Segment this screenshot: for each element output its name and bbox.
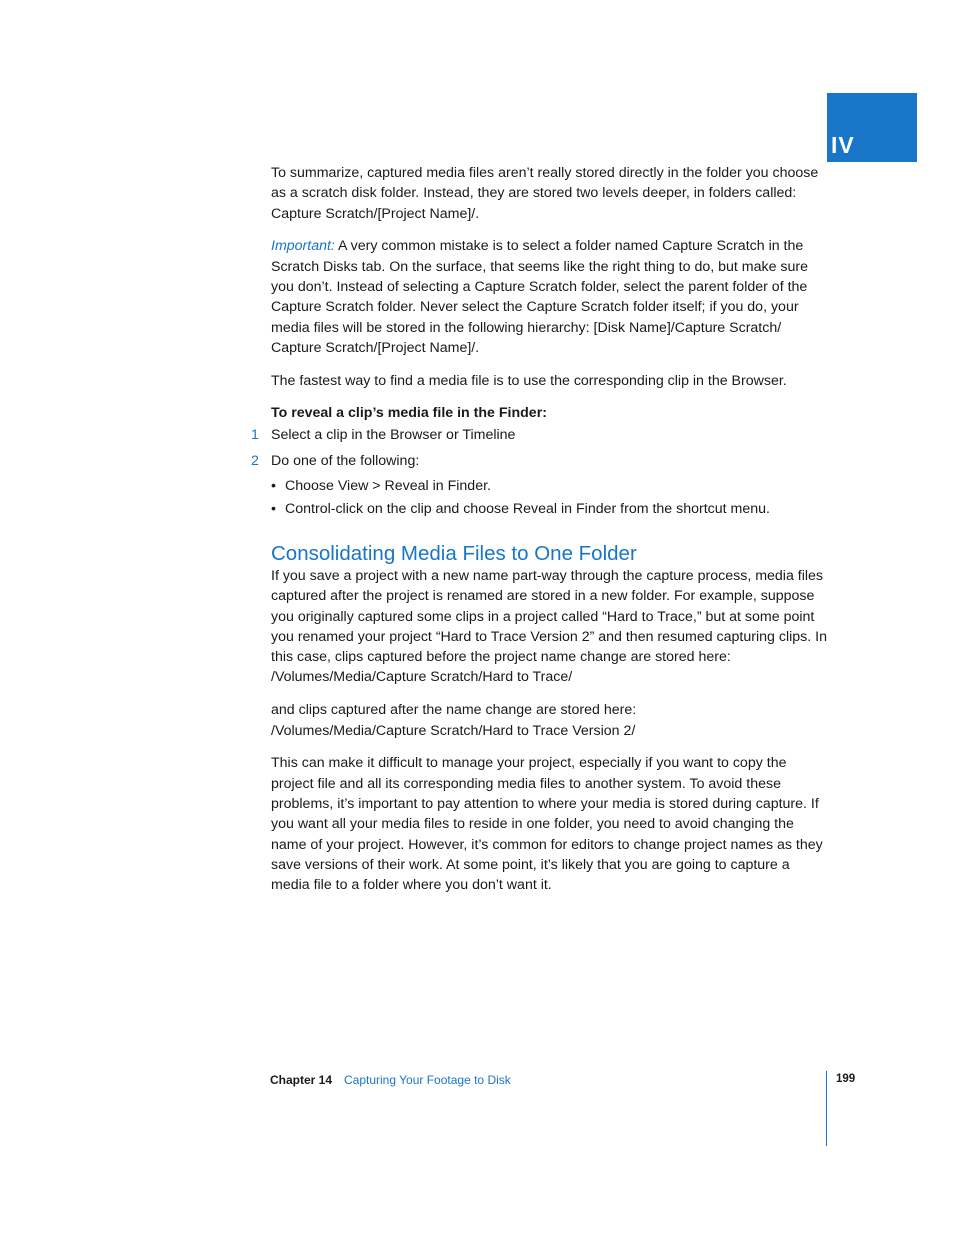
section-heading: Consolidating Media Files to One Folder bbox=[271, 541, 637, 565]
bullet-icon: • bbox=[271, 501, 276, 518]
options-list bbox=[271, 476, 831, 519]
important-label: Important: bbox=[271, 238, 335, 255]
section-paragraph: and clips captured after the name change are stored here: bbox=[271, 702, 637, 719]
footer-chapter: Chapter 14 bbox=[270, 1073, 333, 1087]
list-item-text: Choose View > Reveal in Finder. bbox=[285, 478, 491, 495]
part-tab-label: IV bbox=[831, 132, 855, 158]
important-note bbox=[271, 236, 831, 358]
section-paragraph: If you save a project with a new name part-way through the capture process, media files captured after the project is renamed are stored in a new folder. For example, suppose you originally captured some clips in a project called “Hard to Trace,” but at some point you renamed your project “Hard to Trace Version 2” and then resumed capturing clips. In this case, clips captured before the project name change are stored here: bbox=[271, 567, 827, 666]
bullet-icon: • bbox=[271, 478, 276, 495]
path-before: /Volumes/Media/Capture Scratch/Hard to Trace/ bbox=[271, 669, 573, 686]
summary-paragraph: To summarize, captured media files aren’t really stored directly in the folder you choose as a scratch disk folder. Instead, they are stored two levels deeper, in folders called: Capture Scratch/[Project Name]/. bbox=[271, 165, 819, 222]
step-number: 1 bbox=[251, 426, 259, 443]
section-paragraph: This can make it difficult to manage your project, especially if you want to copy the project file and all its corresponding media files to another system. To avoid these problems, it’s important to pay attention to where your media is stored during capture. If you want all your media files to reside in one folder, you need to avoid changing the name of your project. However, it’s common for editors to change project names as they save versions of their work. At some point, it’s likely that you are going to capture a media file to a folder where you don’t want it. bbox=[271, 755, 823, 894]
list-item-text: Control-click on the clip and choose Reveal in Finder from the shortcut menu. bbox=[285, 501, 770, 518]
part-tab bbox=[827, 93, 917, 162]
page-content bbox=[251, 163, 831, 908]
fastest-way-paragraph: The fastest way to find a media file is to use the corresponding clip in the Browser. bbox=[271, 372, 787, 389]
procedure-steps bbox=[251, 425, 831, 471]
list-item bbox=[271, 476, 831, 496]
procedure-step bbox=[251, 425, 831, 445]
step-number: 2 bbox=[251, 452, 259, 469]
procedure-step bbox=[251, 451, 831, 471]
path-after: /Volumes/Media/Capture Scratch/Hard to Trace Version 2/ bbox=[271, 722, 636, 739]
important-text: A very common mistake is to select a folder named Capture Scratch in the Scratch Disks tab. On the surface, that seems like the right thing to do, but make sure you don’t. Instead of selecting a Capture Scratch folder, select the parent folder of the Capture Scratch folder. Never select the Capture Scratch folder itself; if you do, your media files will be stored in the following hierarchy: [Disk Name]/Capture Scratch/ Capture Scratch/[Project Name]/. bbox=[271, 238, 809, 356]
step-text: Do one of the following: bbox=[271, 452, 420, 469]
page-number: 199 bbox=[836, 1073, 856, 1085]
footer-chapter-title: Capturing Your Footage to Disk bbox=[344, 1073, 511, 1087]
footer-rule bbox=[826, 1071, 827, 1146]
step-text: Select a clip in the Browser or Timeline bbox=[271, 426, 516, 443]
list-item bbox=[271, 499, 831, 519]
procedure-title: To reveal a clip’s media file in the Finder: bbox=[271, 405, 547, 422]
